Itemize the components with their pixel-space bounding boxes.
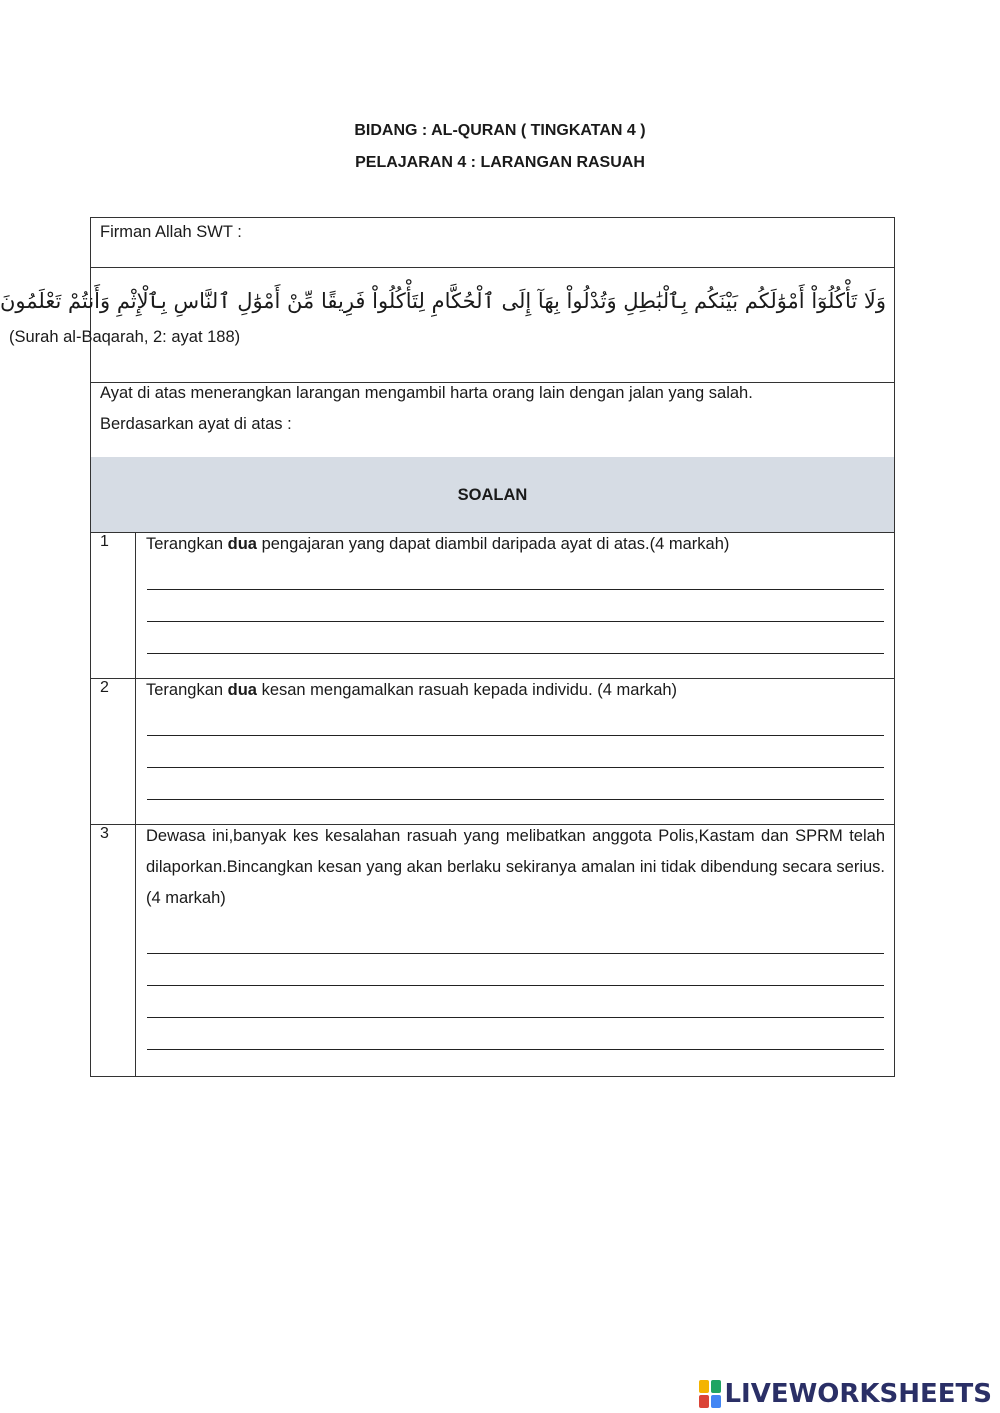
description-line-2: Berdasarkan ayat di atas : (100, 415, 292, 433)
emphasis-dua: dua (227, 681, 257, 699)
question-number: 2 (100, 679, 109, 696)
answer-line[interactable] (147, 799, 884, 800)
liveworksheets-logo (699, 1378, 992, 1410)
answer-line[interactable] (147, 767, 884, 768)
answer-line[interactable] (147, 1017, 884, 1018)
answer-line[interactable] (147, 735, 884, 736)
question-number: 1 (100, 533, 109, 550)
answer-line[interactable] (147, 621, 884, 622)
answer-line[interactable] (147, 985, 884, 986)
liveworksheets-logo-text: LIVEWORKSHEETS (724, 1379, 992, 1409)
ayat-arabic: وَلَا تَأْكُلُوٓاْ أَمْوَٰلَكُم بَيْنَكُم بِٱلْبَٰطِلِ وَتُدْلُواْ بِهَآ إِلَى ٱلْحُكَّامِ لِتَأْكُلُواْ فَرِيقًا مِّنْ أَمْوَٰلِ ٱلنَّاسِ بِٱلْإِثْمِ وَأَنتُمْ تَعْلَمُونَ (0, 289, 886, 313)
question-row-3 (90, 824, 895, 1077)
ayat-arabic-text (0, 289, 886, 313)
emphasis-dua: dua (227, 535, 257, 553)
answer-line[interactable] (147, 1049, 884, 1050)
question-number-cell (91, 824, 136, 1076)
firman-label: Firman Allah SWT : (100, 223, 242, 241)
question-number-cell (91, 532, 136, 678)
question-row-2 (90, 678, 895, 825)
soalan-header-row (90, 457, 895, 533)
page-title-bidang: BIDANG : AL-QURAN ( TINGKATAN 4 ) (354, 122, 646, 139)
question-text: Dewasa ini,banyak kes kesalahan rasuah yang melibatkan anggota Polis,Kastam dan SPRM telah dilaporkan.Bincangkan kesan yang akan berlaku sekiranya amalan ini tidak dibendung secara serius.(4 markah) (146, 827, 885, 907)
description-line-1: Ayat di atas menerangkan larangan mengambil harta orang lain dengan jalan yang salah. (100, 384, 753, 402)
soalan-heading: SOALAN (457, 486, 528, 504)
question-text: Terangkan dua kesan mengamalkan rasuah kepada individu. (4 markah) (146, 681, 678, 699)
page-title-pelajaran: PELAJARAN 4 : LARANGAN RASUAH (355, 154, 645, 171)
question-number: 3 (100, 825, 109, 842)
question-text: Terangkan dua pengajaran yang dapat diambil daripada ayat di atas.(4 markah) (146, 535, 730, 553)
description-row (90, 382, 895, 458)
liveworksheets-logo-icon (699, 1380, 721, 1408)
answer-line[interactable] (147, 589, 884, 590)
firman-row (90, 217, 895, 268)
question-row-1 (90, 532, 895, 679)
surah-reference: (Surah al-Baqarah, 2: ayat 188) (9, 328, 241, 346)
answer-line[interactable] (147, 653, 884, 654)
question-number-cell (91, 678, 136, 824)
answer-line[interactable] (147, 953, 884, 954)
